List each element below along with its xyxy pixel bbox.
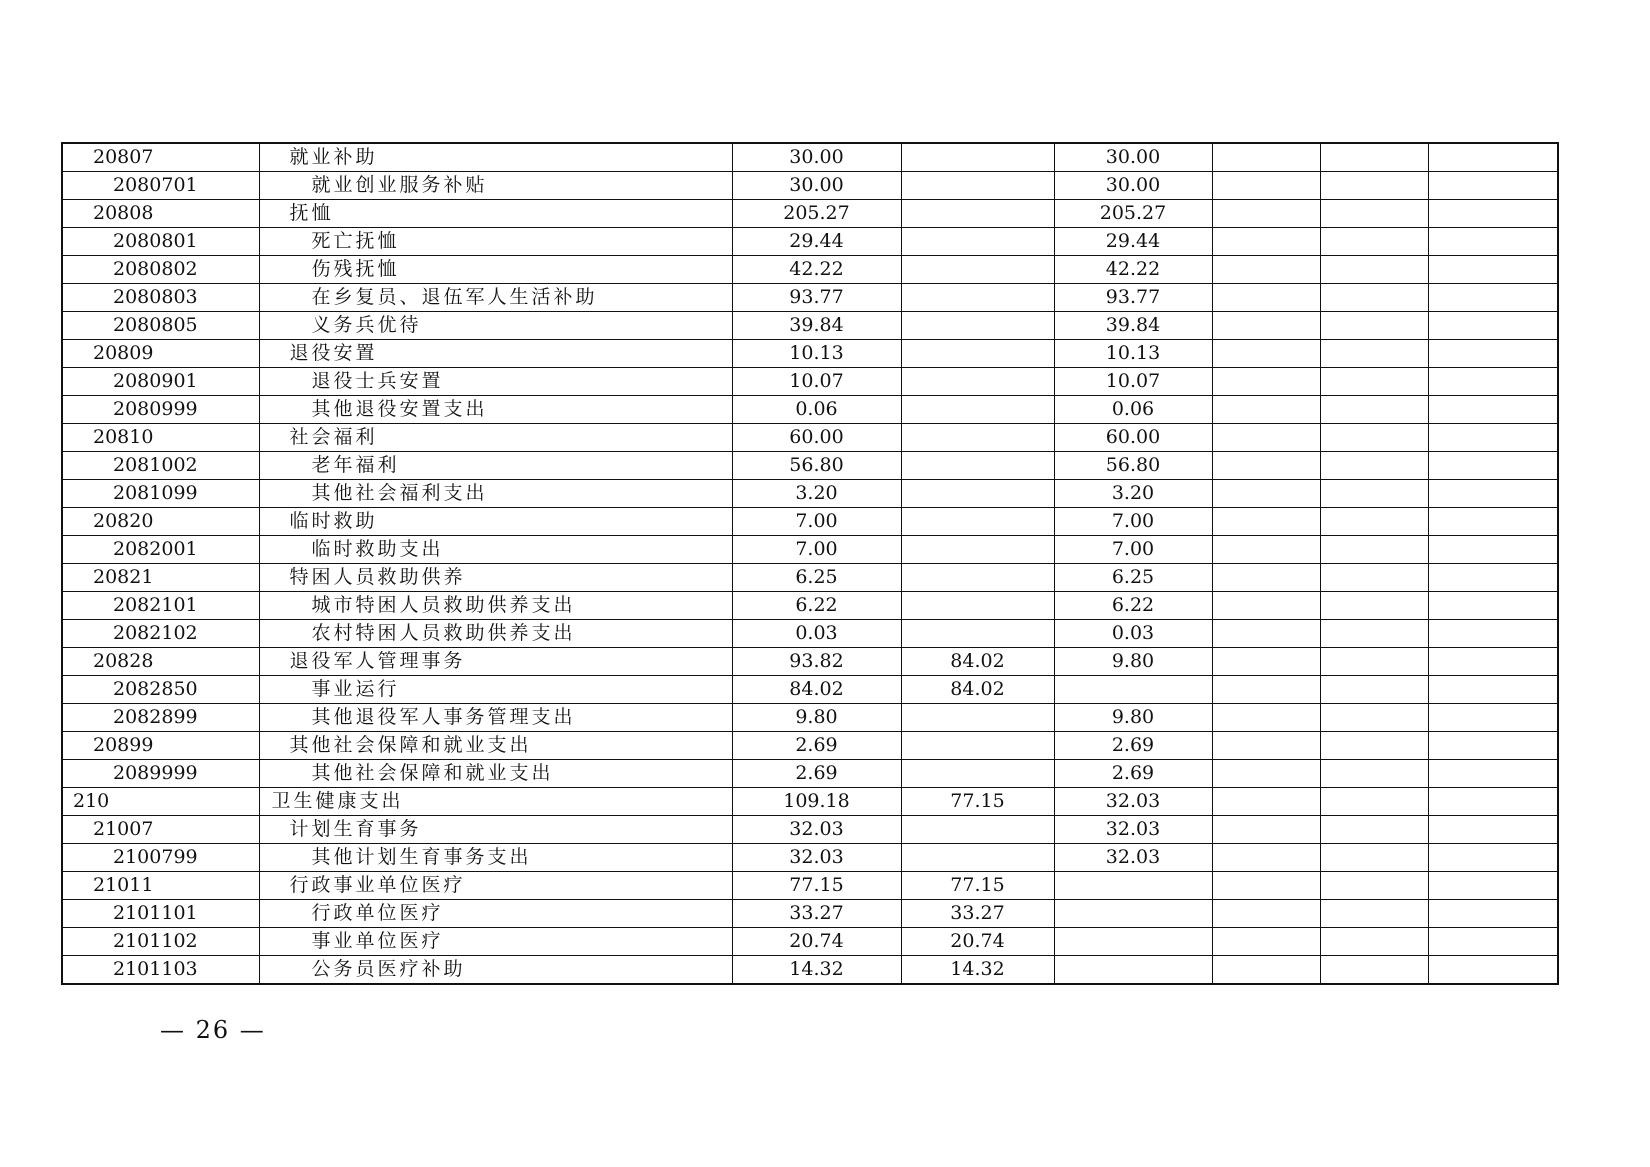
empty-cell <box>1320 284 1428 312</box>
basic-expense-cell <box>901 396 1054 424</box>
empty-cell <box>1212 452 1320 480</box>
basic-expense-cell <box>901 564 1054 592</box>
table-row <box>62 340 1558 368</box>
subject-name-cell: 事业单位医疗 <box>259 928 732 956</box>
project-expense-cell: 205.27 <box>1054 200 1212 228</box>
empty-cell <box>1428 228 1558 256</box>
project-expense-cell: 6.25 <box>1054 564 1212 592</box>
basic-expense-cell <box>901 143 1054 172</box>
total-amount-cell: 2.69 <box>732 732 901 760</box>
empty-cell <box>1212 788 1320 816</box>
table-row <box>62 648 1558 676</box>
project-expense-cell: 7.00 <box>1054 536 1212 564</box>
empty-cell <box>1212 592 1320 620</box>
subject-name-cell: 其他社会福利支出 <box>259 480 732 508</box>
project-expense-cell: 32.03 <box>1054 788 1212 816</box>
total-amount-cell: 205.27 <box>732 200 901 228</box>
project-expense-cell: 0.03 <box>1054 620 1212 648</box>
table-row <box>62 900 1558 928</box>
empty-cell <box>1428 368 1558 396</box>
basic-expense-cell <box>901 312 1054 340</box>
project-expense-cell: 9.80 <box>1054 648 1212 676</box>
basic-expense-cell <box>901 816 1054 844</box>
subject-code-cell: 2082102 <box>62 620 259 648</box>
subject-code-cell: 2082899 <box>62 704 259 732</box>
budget-table <box>61 142 1559 985</box>
empty-cell <box>1320 536 1428 564</box>
empty-cell <box>1428 143 1558 172</box>
empty-cell <box>1320 620 1428 648</box>
table-row <box>62 956 1558 985</box>
empty-cell <box>1212 928 1320 956</box>
empty-cell <box>1320 760 1428 788</box>
subject-name-cell: 就业创业服务补贴 <box>259 172 732 200</box>
empty-cell <box>1212 648 1320 676</box>
subject-name-cell: 其他退役安置支出 <box>259 396 732 424</box>
subject-name-cell: 农村特困人员救助供养支出 <box>259 620 732 648</box>
empty-cell <box>1320 396 1428 424</box>
basic-expense-cell <box>901 508 1054 536</box>
empty-cell <box>1212 900 1320 928</box>
basic-expense-cell <box>901 704 1054 732</box>
empty-cell <box>1428 172 1558 200</box>
subject-code-cell: 2101101 <box>62 900 259 928</box>
empty-cell <box>1320 816 1428 844</box>
total-amount-cell: 33.27 <box>732 900 901 928</box>
subject-name-cell: 公务员医疗补助 <box>259 956 732 985</box>
subject-code-cell: 2082101 <box>62 592 259 620</box>
table-row <box>62 620 1558 648</box>
subject-code-cell: 20899 <box>62 732 259 760</box>
project-expense-cell: 9.80 <box>1054 704 1212 732</box>
project-expense-cell: 0.06 <box>1054 396 1212 424</box>
subject-name-cell: 老年福利 <box>259 452 732 480</box>
subject-name-cell: 退役安置 <box>259 340 732 368</box>
empty-cell <box>1428 928 1558 956</box>
project-expense-cell <box>1054 872 1212 900</box>
table-row <box>62 508 1558 536</box>
project-expense-cell: 6.22 <box>1054 592 1212 620</box>
empty-cell <box>1212 620 1320 648</box>
basic-expense-cell <box>901 172 1054 200</box>
empty-cell <box>1428 564 1558 592</box>
total-amount-cell: 109.18 <box>732 788 901 816</box>
basic-expense-cell <box>901 732 1054 760</box>
table-row <box>62 396 1558 424</box>
table-row <box>62 732 1558 760</box>
total-amount-cell: 10.07 <box>732 368 901 396</box>
subject-code-cell: 2080805 <box>62 312 259 340</box>
empty-cell <box>1428 788 1558 816</box>
empty-cell <box>1212 872 1320 900</box>
total-amount-cell: 56.80 <box>732 452 901 480</box>
total-amount-cell: 3.20 <box>732 480 901 508</box>
subject-name-cell: 城市特困人员救助供养支出 <box>259 592 732 620</box>
project-expense-cell: 30.00 <box>1054 172 1212 200</box>
subject-code-cell: 2100799 <box>62 844 259 872</box>
total-amount-cell: 32.03 <box>732 844 901 872</box>
empty-cell <box>1428 200 1558 228</box>
empty-cell <box>1212 844 1320 872</box>
empty-cell <box>1320 928 1428 956</box>
project-expense-cell: 56.80 <box>1054 452 1212 480</box>
empty-cell <box>1212 564 1320 592</box>
basic-expense-cell <box>901 452 1054 480</box>
empty-cell <box>1428 508 1558 536</box>
basic-expense-cell: 84.02 <box>901 676 1054 704</box>
subject-name-cell: 其他社会保障和就业支出 <box>259 732 732 760</box>
project-expense-cell <box>1054 900 1212 928</box>
subject-name-cell: 其他社会保障和就业支出 <box>259 760 732 788</box>
subject-code-cell: 20810 <box>62 424 259 452</box>
basic-expense-cell <box>901 536 1054 564</box>
total-amount-cell: 32.03 <box>732 816 901 844</box>
total-amount-cell: 0.06 <box>732 396 901 424</box>
table-row <box>62 312 1558 340</box>
total-amount-cell: 29.44 <box>732 228 901 256</box>
empty-cell <box>1320 900 1428 928</box>
empty-cell <box>1212 200 1320 228</box>
project-expense-cell: 2.69 <box>1054 760 1212 788</box>
subject-name-cell: 计划生育事务 <box>259 816 732 844</box>
empty-cell <box>1428 900 1558 928</box>
empty-cell <box>1212 816 1320 844</box>
empty-cell <box>1212 480 1320 508</box>
basic-expense-cell <box>901 592 1054 620</box>
empty-cell <box>1320 368 1428 396</box>
empty-cell <box>1320 704 1428 732</box>
basic-expense-cell: 14.32 <box>901 956 1054 985</box>
total-amount-cell: 14.32 <box>732 956 901 985</box>
empty-cell <box>1428 676 1558 704</box>
empty-cell <box>1320 592 1428 620</box>
project-expense-cell: 2.69 <box>1054 732 1212 760</box>
project-expense-cell: 3.20 <box>1054 480 1212 508</box>
empty-cell <box>1212 424 1320 452</box>
subject-code-cell: 2089999 <box>62 760 259 788</box>
empty-cell <box>1320 508 1428 536</box>
empty-cell <box>1212 143 1320 172</box>
table-row <box>62 592 1558 620</box>
basic-expense-cell <box>901 340 1054 368</box>
basic-expense-cell: 77.15 <box>901 872 1054 900</box>
subject-code-cell: 2082001 <box>62 536 259 564</box>
empty-cell <box>1320 564 1428 592</box>
table-row <box>62 143 1558 172</box>
empty-cell <box>1428 396 1558 424</box>
empty-cell <box>1212 760 1320 788</box>
basic-expense-cell: 84.02 <box>901 648 1054 676</box>
table-row <box>62 676 1558 704</box>
empty-cell <box>1212 228 1320 256</box>
empty-cell <box>1212 536 1320 564</box>
total-amount-cell: 2.69 <box>732 760 901 788</box>
total-amount-cell: 9.80 <box>732 704 901 732</box>
empty-cell <box>1320 648 1428 676</box>
table-row <box>62 928 1558 956</box>
table-row <box>62 704 1558 732</box>
subject-name-cell: 退役军人管理事务 <box>259 648 732 676</box>
subject-code-cell: 21007 <box>62 816 259 844</box>
total-amount-cell: 93.77 <box>732 284 901 312</box>
empty-cell <box>1428 284 1558 312</box>
subject-name-cell: 在乡复员、退伍军人生活补助 <box>259 284 732 312</box>
table-row <box>62 368 1558 396</box>
table-row <box>62 760 1558 788</box>
subject-code-cell: 20821 <box>62 564 259 592</box>
empty-cell <box>1428 452 1558 480</box>
total-amount-cell: 10.13 <box>732 340 901 368</box>
total-amount-cell: 6.25 <box>732 564 901 592</box>
subject-code-cell: 20820 <box>62 508 259 536</box>
empty-cell <box>1428 256 1558 284</box>
subject-code-cell: 2080803 <box>62 284 259 312</box>
table-row <box>62 480 1558 508</box>
total-amount-cell: 60.00 <box>732 424 901 452</box>
project-expense-cell <box>1054 676 1212 704</box>
empty-cell <box>1320 844 1428 872</box>
basic-expense-cell: 77.15 <box>901 788 1054 816</box>
table-row <box>62 564 1558 592</box>
project-expense-cell: 39.84 <box>1054 312 1212 340</box>
empty-cell <box>1212 256 1320 284</box>
subject-code-cell: 2080801 <box>62 228 259 256</box>
subject-name-cell: 行政单位医疗 <box>259 900 732 928</box>
subject-code-cell: 21011 <box>62 872 259 900</box>
project-expense-cell: 42.22 <box>1054 256 1212 284</box>
project-expense-cell: 10.07 <box>1054 368 1212 396</box>
project-expense-cell: 10.13 <box>1054 340 1212 368</box>
empty-cell <box>1320 143 1428 172</box>
subject-code-cell: 2080999 <box>62 396 259 424</box>
total-amount-cell: 7.00 <box>732 536 901 564</box>
table-row <box>62 200 1558 228</box>
empty-cell <box>1212 704 1320 732</box>
total-amount-cell: 93.82 <box>732 648 901 676</box>
empty-cell <box>1212 312 1320 340</box>
table-row <box>62 228 1558 256</box>
empty-cell <box>1428 480 1558 508</box>
total-amount-cell: 30.00 <box>732 143 901 172</box>
subject-name-cell: 临时救助支出 <box>259 536 732 564</box>
table-row <box>62 452 1558 480</box>
empty-cell <box>1428 956 1558 985</box>
empty-cell <box>1212 956 1320 985</box>
project-expense-cell: 7.00 <box>1054 508 1212 536</box>
table-row <box>62 872 1558 900</box>
total-amount-cell: 6.22 <box>732 592 901 620</box>
empty-cell <box>1320 788 1428 816</box>
table-row <box>62 816 1558 844</box>
empty-cell <box>1428 620 1558 648</box>
empty-cell <box>1428 732 1558 760</box>
total-amount-cell: 77.15 <box>732 872 901 900</box>
empty-cell <box>1320 452 1428 480</box>
total-amount-cell: 84.02 <box>732 676 901 704</box>
empty-cell <box>1428 760 1558 788</box>
table-row <box>62 536 1558 564</box>
basic-expense-cell: 20.74 <box>901 928 1054 956</box>
empty-cell <box>1212 508 1320 536</box>
basic-expense-cell <box>901 620 1054 648</box>
subject-name-cell: 社会福利 <box>259 424 732 452</box>
subject-name-cell: 临时救助 <box>259 508 732 536</box>
empty-cell <box>1212 340 1320 368</box>
table-row <box>62 172 1558 200</box>
subject-code-cell: 2081002 <box>62 452 259 480</box>
basic-expense-cell <box>901 228 1054 256</box>
table-row <box>62 256 1558 284</box>
empty-cell <box>1320 732 1428 760</box>
empty-cell <box>1320 200 1428 228</box>
empty-cell <box>1428 872 1558 900</box>
empty-cell <box>1212 368 1320 396</box>
empty-cell <box>1320 480 1428 508</box>
subject-name-cell: 抚恤 <box>259 200 732 228</box>
table-row <box>62 788 1558 816</box>
basic-expense-cell <box>901 760 1054 788</box>
subject-name-cell: 其他计划生育事务支出 <box>259 844 732 872</box>
empty-cell <box>1428 816 1558 844</box>
subject-code-cell: 20807 <box>62 143 259 172</box>
subject-name-cell: 卫生健康支出 <box>259 788 732 816</box>
table-row <box>62 844 1558 872</box>
subject-name-cell: 行政事业单位医疗 <box>259 872 732 900</box>
basic-expense-cell: 33.27 <box>901 900 1054 928</box>
basic-expense-cell <box>901 480 1054 508</box>
empty-cell <box>1428 844 1558 872</box>
total-amount-cell: 42.22 <box>732 256 901 284</box>
subject-name-cell: 特困人员救助供养 <box>259 564 732 592</box>
empty-cell <box>1212 172 1320 200</box>
empty-cell <box>1428 340 1558 368</box>
page-number: — 26 — <box>160 1016 266 1044</box>
total-amount-cell: 39.84 <box>732 312 901 340</box>
subject-name-cell: 就业补助 <box>259 143 732 172</box>
project-expense-cell: 32.03 <box>1054 844 1212 872</box>
empty-cell <box>1212 732 1320 760</box>
basic-expense-cell <box>901 256 1054 284</box>
subject-code-cell: 2081099 <box>62 480 259 508</box>
empty-cell <box>1428 592 1558 620</box>
empty-cell <box>1320 676 1428 704</box>
subject-code-cell: 2080802 <box>62 256 259 284</box>
subject-code-cell: 20808 <box>62 200 259 228</box>
subject-name-cell: 死亡抚恤 <box>259 228 732 256</box>
total-amount-cell: 30.00 <box>732 172 901 200</box>
empty-cell <box>1320 872 1428 900</box>
empty-cell <box>1428 312 1558 340</box>
project-expense-cell: 32.03 <box>1054 816 1212 844</box>
empty-cell <box>1212 396 1320 424</box>
subject-code-cell: 20828 <box>62 648 259 676</box>
subject-name-cell: 伤残抚恤 <box>259 256 732 284</box>
empty-cell <box>1428 536 1558 564</box>
project-expense-cell: 60.00 <box>1054 424 1212 452</box>
table-row <box>62 424 1558 452</box>
empty-cell <box>1320 172 1428 200</box>
project-expense-cell <box>1054 956 1212 985</box>
empty-cell <box>1212 676 1320 704</box>
project-expense-cell: 29.44 <box>1054 228 1212 256</box>
empty-cell <box>1428 704 1558 732</box>
empty-cell <box>1320 340 1428 368</box>
empty-cell <box>1320 256 1428 284</box>
table-row <box>62 284 1558 312</box>
empty-cell <box>1320 228 1428 256</box>
empty-cell <box>1212 284 1320 312</box>
subject-code-cell: 20809 <box>62 340 259 368</box>
empty-cell <box>1320 424 1428 452</box>
subject-code-cell: 2080901 <box>62 368 259 396</box>
empty-cell <box>1428 648 1558 676</box>
project-expense-cell: 93.77 <box>1054 284 1212 312</box>
subject-code-cell: 2082850 <box>62 676 259 704</box>
table-body <box>62 143 1558 984</box>
empty-cell <box>1428 424 1558 452</box>
project-expense-cell <box>1054 928 1212 956</box>
subject-code-cell: 210 <box>62 788 259 816</box>
subject-code-cell: 2101102 <box>62 928 259 956</box>
basic-expense-cell <box>901 284 1054 312</box>
subject-code-cell: 2101103 <box>62 956 259 985</box>
empty-cell <box>1320 312 1428 340</box>
subject-name-cell: 其他退役军人事务管理支出 <box>259 704 732 732</box>
basic-expense-cell <box>901 844 1054 872</box>
subject-name-cell: 事业运行 <box>259 676 732 704</box>
basic-expense-cell <box>901 424 1054 452</box>
total-amount-cell: 7.00 <box>732 508 901 536</box>
project-expense-cell: 30.00 <box>1054 143 1212 172</box>
subject-name-cell: 义务兵优待 <box>259 312 732 340</box>
total-amount-cell: 20.74 <box>732 928 901 956</box>
subject-code-cell: 2080701 <box>62 172 259 200</box>
empty-cell <box>1320 956 1428 985</box>
subject-name-cell: 退役士兵安置 <box>259 368 732 396</box>
basic-expense-cell <box>901 368 1054 396</box>
basic-expense-cell <box>901 200 1054 228</box>
total-amount-cell: 0.03 <box>732 620 901 648</box>
